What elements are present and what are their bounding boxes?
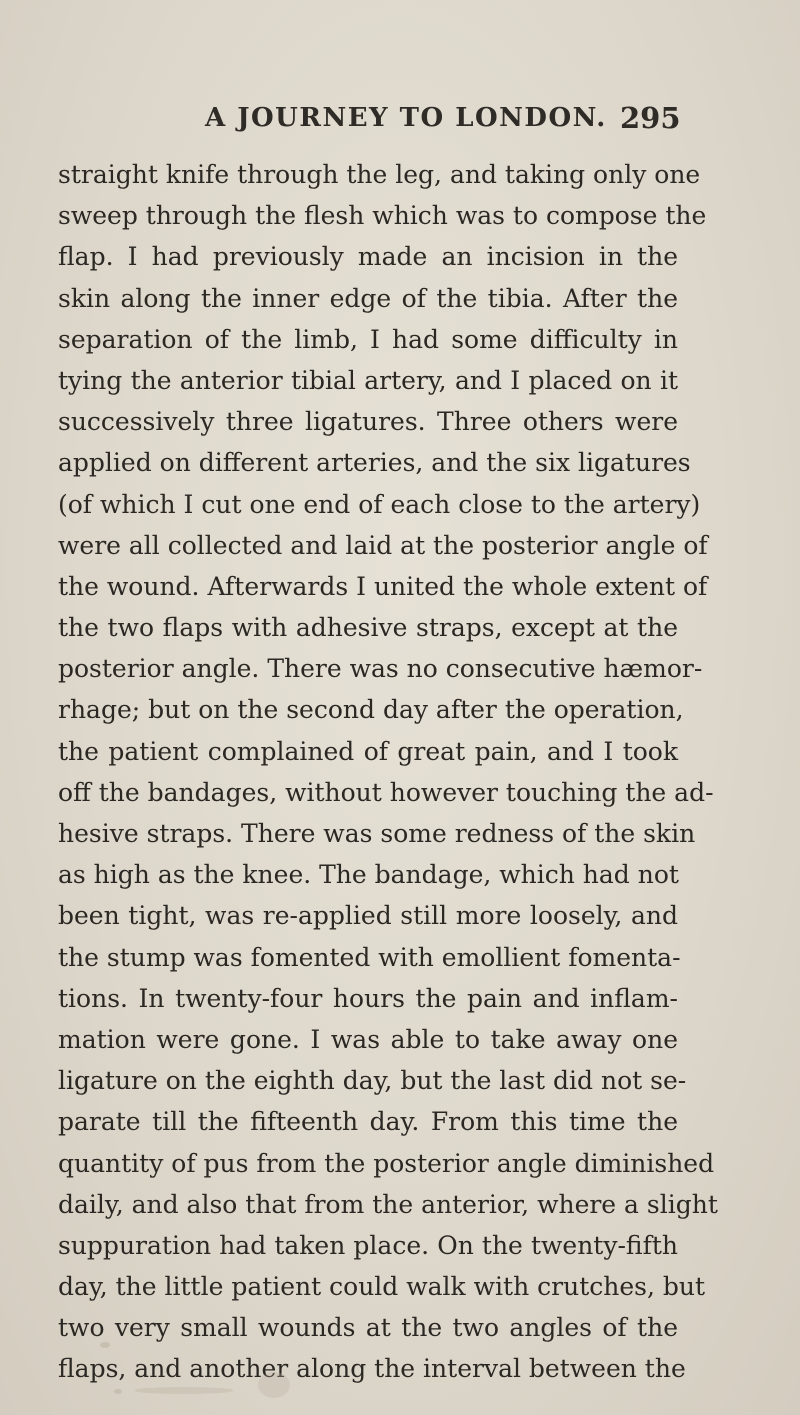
ink-smudge (258, 1372, 290, 1398)
body-text (58, 154, 718, 1390)
text-line: (of which I cut one end of each close to the artery) (58, 489, 701, 519)
text-line: the patient complained of great pain, and I took (58, 736, 678, 766)
text-line: quantity of pus from the posterior angle diminished (58, 1148, 715, 1178)
text-line: applied on different arteries, and the six ligatures (58, 448, 691, 478)
text-line: were all collected and laid at the posterior angle of (58, 530, 708, 560)
text-line: been tight, was re-applied still more loosely, and (58, 901, 678, 931)
text-line: parate till the fifteenth day. From this time the (58, 1107, 678, 1137)
text-line: off the bandages, without however touching the ad- (58, 777, 714, 807)
text-line: two very small wounds at the two angles of the (58, 1313, 678, 1343)
text-line: rhage; but on the second day after the operation, (58, 695, 684, 725)
text-line: tying the anterior tibial artery, and I placed on it (58, 365, 678, 395)
text-line: day, the little patient could walk with crutches, but (58, 1272, 706, 1302)
text-line: the wound. Afterwards I united the whole extent of (58, 571, 708, 601)
ink-smudge (114, 1389, 122, 1394)
text-line: daily, and also that from the anterior, where a slight (58, 1189, 718, 1219)
ink-smudge (134, 1387, 234, 1394)
text-line: posterior angle. There was no consecutive hæmor- (58, 654, 703, 684)
page-number: 295 (620, 101, 681, 135)
text-line: flaps, and another along the interval between the (58, 1354, 686, 1384)
text-line: hesive straps. There was some redness of the skin (58, 819, 696, 848)
text-line: sweep through the flesh which was to compose the (58, 201, 707, 231)
text-line: straight knife through the leg, and taking only one (58, 160, 701, 189)
text-line: tions. In twenty-four hours the pain and inflam- (58, 983, 678, 1013)
text-line: successively three ligatures. Three others were (58, 407, 678, 437)
text-line: mation were gone. I was able to take away one (58, 1024, 678, 1054)
text-line: flap. I had previously made an incision in the (58, 242, 678, 272)
running-title: A JOURNEY TO LONDON. (205, 103, 607, 133)
text-line: as high as the knee. The bandage, which had not (58, 860, 679, 890)
text-line: ligature on the eighth day, but the last did not se- (58, 1066, 687, 1096)
ink-smudge (100, 1342, 110, 1348)
text-line: the two flaps with adhesive straps, except at the (58, 613, 678, 643)
text-line: suppuration had taken place. On the twenty-fifth (58, 1230, 678, 1260)
page-header (0, 103, 800, 143)
text-line: the stump was fomented with emollient fomenta- (58, 942, 681, 972)
text-line: separation of the limb, I had some difficulty in (58, 324, 678, 354)
text-line: skin along the inner edge of the tibia. After the (58, 283, 678, 313)
